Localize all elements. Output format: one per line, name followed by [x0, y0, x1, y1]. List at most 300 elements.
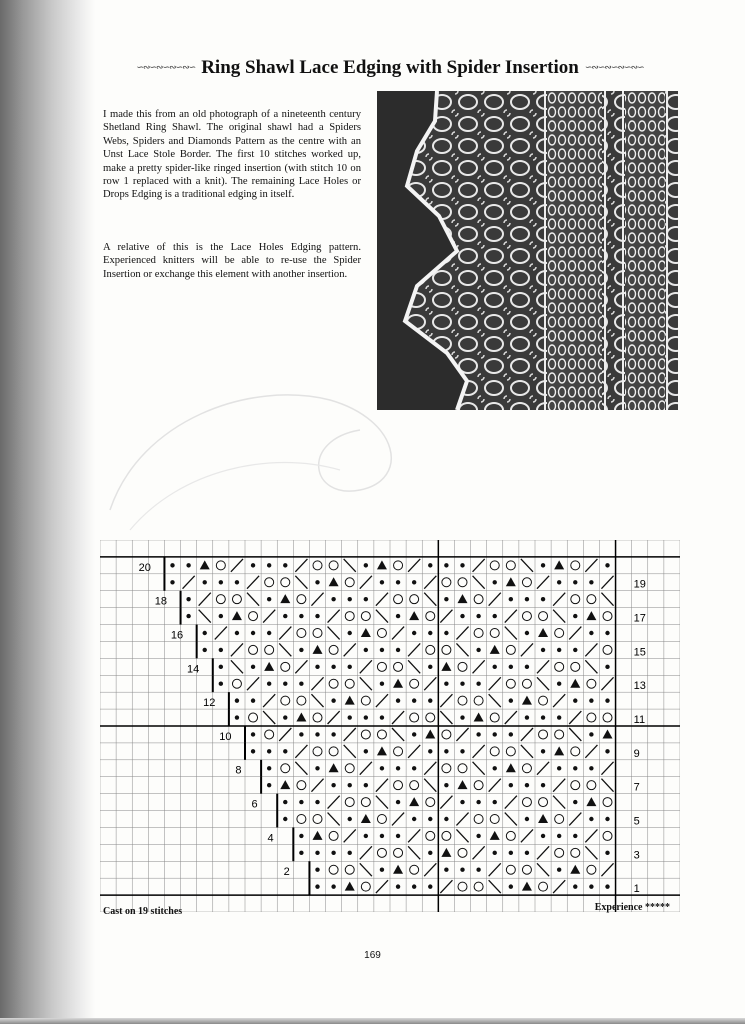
knit-dot [428, 665, 432, 669]
k2tog [231, 643, 243, 656]
knit-dot [557, 580, 561, 584]
yarn-over [249, 645, 258, 654]
left-flourish: ∽∾∽∾∽∾∽∾∽ [136, 63, 196, 73]
knit-dot [396, 800, 400, 804]
yarn-over [249, 713, 258, 722]
knit-dot [331, 732, 335, 736]
k2tog [360, 846, 372, 859]
yarn-over [587, 865, 596, 874]
double-decrease [377, 560, 387, 569]
k2tog [424, 576, 436, 589]
knit-dot [267, 766, 271, 770]
knit-dot [589, 580, 593, 584]
knit-dot [605, 884, 609, 888]
yarn-over [571, 595, 580, 604]
yarn-over [522, 764, 531, 773]
knit-dot [476, 868, 480, 872]
yarn-over [345, 865, 354, 874]
k2tog [473, 846, 485, 859]
yarn-over [458, 696, 467, 705]
k2tog [553, 694, 565, 707]
knit-dot [428, 698, 432, 702]
yarn-over [313, 815, 322, 824]
knit-dot [315, 580, 319, 584]
ssk [489, 880, 501, 893]
knit-dot [364, 597, 368, 601]
knit-dot [557, 715, 561, 719]
yarn-over [587, 713, 596, 722]
experience-rating: Experience ***** [594, 902, 670, 913]
ssk [263, 711, 275, 724]
k2tog [601, 576, 613, 589]
yarn-over [603, 612, 612, 621]
yarn-over [506, 561, 515, 570]
yarn-over [490, 815, 499, 824]
knit-dot [251, 631, 255, 635]
ssk [295, 576, 307, 589]
k2tog [521, 728, 533, 741]
k2tog [408, 643, 420, 656]
knit-dot [380, 834, 384, 838]
knit-dot [251, 732, 255, 736]
yarn-over [361, 730, 370, 739]
knit-dot [444, 817, 448, 821]
knit-dot [605, 563, 609, 567]
knit-dot [364, 783, 368, 787]
k2tog [360, 762, 372, 775]
k2tog [553, 593, 565, 606]
knit-dot [348, 597, 352, 601]
k2tog [311, 593, 323, 606]
row-number-right: 11 [633, 714, 646, 726]
yarn-over [410, 865, 419, 874]
ssk [585, 846, 597, 859]
knit-dot [605, 749, 609, 753]
k2tog [585, 643, 597, 656]
yarn-over [555, 662, 564, 671]
double-decrease [264, 662, 274, 671]
ssk [328, 627, 340, 640]
double-decrease [361, 814, 371, 823]
k2tog [328, 610, 340, 623]
yarn-over [216, 595, 225, 604]
k2tog [489, 593, 501, 606]
yarn-over [522, 798, 531, 807]
k2tog [199, 593, 211, 606]
lace-photo [377, 91, 678, 410]
yarn-over [313, 561, 322, 570]
yarn-over [522, 612, 531, 621]
knit-dot [235, 715, 239, 719]
knit-dot [315, 851, 319, 855]
yarn-over [377, 815, 386, 824]
yarn-over [410, 679, 419, 688]
knit-dot [283, 614, 287, 618]
k2tog [295, 745, 307, 758]
row-number-right: 17 [633, 612, 646, 625]
knit-dot [315, 800, 319, 804]
row-number-left: 20 [138, 561, 151, 574]
yarn-over [490, 747, 499, 756]
knit-dot [348, 783, 352, 787]
knit-dot [509, 851, 513, 855]
knit-dot [186, 563, 190, 567]
yarn-over [571, 561, 580, 570]
decorative-swirl [100, 360, 420, 540]
k2tog [360, 660, 372, 673]
yarn-over [458, 662, 467, 671]
ssk [279, 643, 291, 656]
double-decrease [441, 662, 451, 671]
ssk [537, 677, 549, 690]
knit-dot [219, 665, 223, 669]
k2tog [585, 829, 597, 842]
knit-dot [476, 614, 480, 618]
k2tog [553, 779, 565, 792]
knit-dot [493, 851, 497, 855]
knit-dot [412, 698, 416, 702]
yarn-over [265, 578, 274, 587]
row-number-right: 15 [633, 646, 646, 659]
knit-dot [605, 698, 609, 702]
knit-dot [460, 749, 464, 753]
yarn-over [474, 781, 483, 790]
k2tog [505, 796, 517, 809]
yarn-over [506, 645, 515, 654]
knit-dot [509, 732, 513, 736]
row-number-right: 5 [633, 815, 640, 828]
yarn-over [361, 696, 370, 705]
knit-dot [525, 783, 529, 787]
row-number-right: 1 [633, 883, 640, 896]
k2tog [537, 846, 549, 859]
k2tog [537, 660, 549, 673]
knit-dot [460, 682, 464, 686]
yarn-over [345, 578, 354, 587]
yarn-over [377, 730, 386, 739]
knit-dot [170, 563, 174, 567]
k2tog [328, 711, 340, 724]
page-number: 169 [364, 950, 381, 961]
k2tog [263, 610, 275, 623]
yarn-over [345, 679, 354, 688]
yarn-over [571, 662, 580, 671]
knit-dot [460, 800, 464, 804]
ssk [505, 627, 517, 640]
k2tog [521, 643, 533, 656]
yarn-over [490, 561, 499, 570]
yarn-over [297, 781, 306, 790]
knit-dot [460, 715, 464, 719]
yarn-over [474, 815, 483, 824]
yarn-over [539, 730, 548, 739]
yarn-over [458, 848, 467, 857]
row-number-right: 19 [633, 578, 646, 591]
yarn-over [345, 764, 354, 773]
yarn-over [410, 781, 419, 790]
ssk [601, 593, 613, 606]
yarn-over [377, 629, 386, 638]
k2tog [569, 627, 581, 640]
knit-dot [364, 715, 368, 719]
yarn-over [603, 798, 612, 807]
knit-dot [493, 614, 497, 618]
knit-dot [315, 732, 319, 736]
double-decrease [280, 594, 290, 603]
yarn-over [394, 662, 403, 671]
knit-dot [267, 783, 271, 787]
knit-dot [283, 749, 287, 753]
knit-dot [219, 682, 223, 686]
ssk [505, 813, 517, 826]
yarn-over [506, 831, 515, 840]
knit-dot [444, 868, 448, 872]
knit-dot [573, 884, 577, 888]
yarn-over [603, 831, 612, 840]
ssk [344, 559, 356, 572]
knit-dot [573, 766, 577, 770]
double-decrease [522, 882, 532, 891]
page-title: Ring Shawl Lace Edging with Spider Insertion [201, 57, 579, 78]
row-number-left: 16 [170, 629, 184, 642]
k2tog [569, 711, 581, 724]
yarn-over [394, 781, 403, 790]
double-decrease [570, 679, 580, 688]
knit-dot [557, 682, 561, 686]
knit-dot [509, 884, 513, 888]
k2tog [311, 677, 323, 690]
ssk [247, 593, 259, 606]
knit-dot [219, 648, 223, 652]
knit-dot [331, 698, 335, 702]
yarn-over [313, 713, 322, 722]
k2tog [424, 677, 436, 690]
knit-dot [509, 698, 513, 702]
yarn-over [361, 798, 370, 807]
knit-dot [573, 834, 577, 838]
double-decrease [313, 645, 323, 654]
k2tog [392, 627, 404, 640]
yarn-over [249, 612, 258, 621]
k2tog [408, 745, 420, 758]
yarn-over [603, 713, 612, 722]
knit-dot [315, 614, 319, 618]
k2tog [440, 880, 452, 893]
double-decrease [393, 679, 403, 688]
knit-dot [428, 749, 432, 753]
knit-dot [331, 665, 335, 669]
double-decrease [425, 729, 435, 738]
k2tog [215, 627, 227, 640]
yarn-over [426, 831, 435, 840]
row-number-left: 14 [187, 663, 200, 676]
knit-dot [396, 698, 400, 702]
knit-dot [348, 851, 352, 855]
knit-dot [525, 817, 529, 821]
k2tog [376, 880, 388, 893]
knit-dot [476, 732, 480, 736]
yarn-over [458, 882, 467, 891]
yarn-over [216, 561, 225, 570]
knit-dot [364, 834, 368, 838]
knit-dot [396, 884, 400, 888]
yarn-over [265, 645, 274, 654]
knit-dot [525, 851, 529, 855]
knit-dot [380, 682, 384, 686]
yarn-over [555, 815, 564, 824]
knit-dot [299, 732, 303, 736]
row-number-left: 4 [267, 832, 274, 845]
double-decrease [554, 746, 564, 755]
ssk [408, 846, 420, 859]
k2tog [537, 762, 549, 775]
knit-dot [493, 732, 497, 736]
knit-dot [315, 884, 319, 888]
knit-dot [235, 698, 239, 702]
row-number-right: 9 [633, 747, 640, 760]
knit-dot [219, 614, 223, 618]
yarn-over [281, 578, 290, 587]
k2tog [376, 779, 388, 792]
knit-dot [493, 580, 497, 584]
ssk [295, 762, 307, 775]
yarn-over [506, 865, 515, 874]
knit-dot [589, 766, 593, 770]
knit-dot [589, 631, 593, 635]
yarn-over [329, 747, 338, 756]
double-decrease [393, 865, 403, 874]
k2tog [440, 796, 452, 809]
yarn-over [539, 798, 548, 807]
double-decrease [522, 696, 532, 705]
knit-dot [573, 800, 577, 804]
ssk [521, 745, 533, 758]
yarn-over [474, 595, 483, 604]
yarn-over [232, 679, 241, 688]
double-decrease [570, 865, 580, 874]
yarn-over [571, 848, 580, 857]
row-number-left: 18 [154, 595, 168, 608]
k2tog [424, 863, 436, 876]
knit-dot [541, 834, 545, 838]
knit-dot [283, 563, 287, 567]
knit-dot [396, 614, 400, 618]
knit-dot [348, 817, 352, 821]
knit-dot [412, 766, 416, 770]
knit-dot [380, 648, 384, 652]
knit-dot [315, 868, 319, 872]
double-decrease [554, 560, 564, 569]
yarn-over [539, 696, 548, 705]
k2tog [537, 576, 549, 589]
knit-dot [186, 597, 190, 601]
row-number-left: 6 [251, 798, 258, 811]
double-decrease [377, 746, 387, 755]
cast-on-note: Cast on 19 stitches [103, 906, 183, 917]
knit-dot [396, 766, 400, 770]
knit-dot [589, 698, 593, 702]
ssk [489, 694, 501, 707]
yarn-over [442, 764, 451, 773]
k2tog [424, 762, 436, 775]
ssk [199, 610, 211, 623]
k2tog [392, 813, 404, 826]
yarn-over [587, 781, 596, 790]
double-decrease [361, 628, 371, 637]
k2tog [553, 880, 565, 893]
yarn-over [426, 645, 435, 654]
knit-dot [380, 766, 384, 770]
knit-dot [444, 631, 448, 635]
knit-dot [428, 563, 432, 567]
ssk [537, 863, 549, 876]
knit-dot [589, 732, 593, 736]
yarn-over [297, 696, 306, 705]
knit-dot [380, 580, 384, 584]
double-decrease [329, 763, 339, 772]
k2tog [231, 559, 243, 572]
knit-dot [364, 749, 368, 753]
ssk [424, 593, 436, 606]
knit-dot [396, 834, 400, 838]
knit-dot [541, 715, 545, 719]
double-decrease [538, 814, 548, 823]
ssk [311, 694, 323, 707]
yarn-over [442, 831, 451, 840]
k2tog [601, 762, 613, 775]
yarn-over [442, 730, 451, 739]
row-number-left: 10 [219, 730, 232, 743]
knit-dot [412, 884, 416, 888]
knit-dot [509, 597, 513, 601]
yarn-over [410, 595, 419, 604]
k2tog [569, 813, 581, 826]
yarn-over [522, 578, 531, 587]
knit-dot [541, 597, 545, 601]
yarn-over [329, 645, 338, 654]
k2tog [376, 593, 388, 606]
ssk [376, 610, 388, 623]
yarn-over [474, 696, 483, 705]
k2tog [279, 728, 291, 741]
k2tog [601, 677, 613, 690]
knit-dot [541, 749, 545, 753]
knit-dot [364, 648, 368, 652]
ssk [376, 796, 388, 809]
k2tog [440, 694, 452, 707]
yarn-over [394, 747, 403, 756]
knit-dot [251, 665, 255, 669]
row-number-left: 2 [283, 866, 290, 879]
knit-dot [557, 868, 561, 872]
ssk [456, 829, 468, 842]
knit-dot [444, 563, 448, 567]
yarn-over [297, 815, 306, 824]
yarn-over [394, 848, 403, 857]
ssk [408, 660, 420, 673]
ssk [360, 863, 372, 876]
knitting-chart [100, 540, 680, 912]
ssk [360, 677, 372, 690]
k2tog [585, 559, 597, 572]
k2tog [601, 863, 613, 876]
k2tog [408, 829, 420, 842]
double-decrease [506, 763, 516, 772]
intro-paragraph-1: I made this from an old photograph of a nineteenth century Shetland Ring Shawl. The original shawl had a Spiders Webs, Spiders and Diamonds Pattern as the centre with an Unst Lace Stole Border. The first 10 stitches worked up, make a pretty spider-like ringed insertion (with stitch 10 on row 1 replaced with a knit). The remaining Lace Holes or Drops Edging is a traditional edging in itself. [103, 109, 361, 201]
book-spine-shadow [0, 0, 95, 1024]
yarn-over [297, 629, 306, 638]
knit-dot [509, 665, 513, 669]
